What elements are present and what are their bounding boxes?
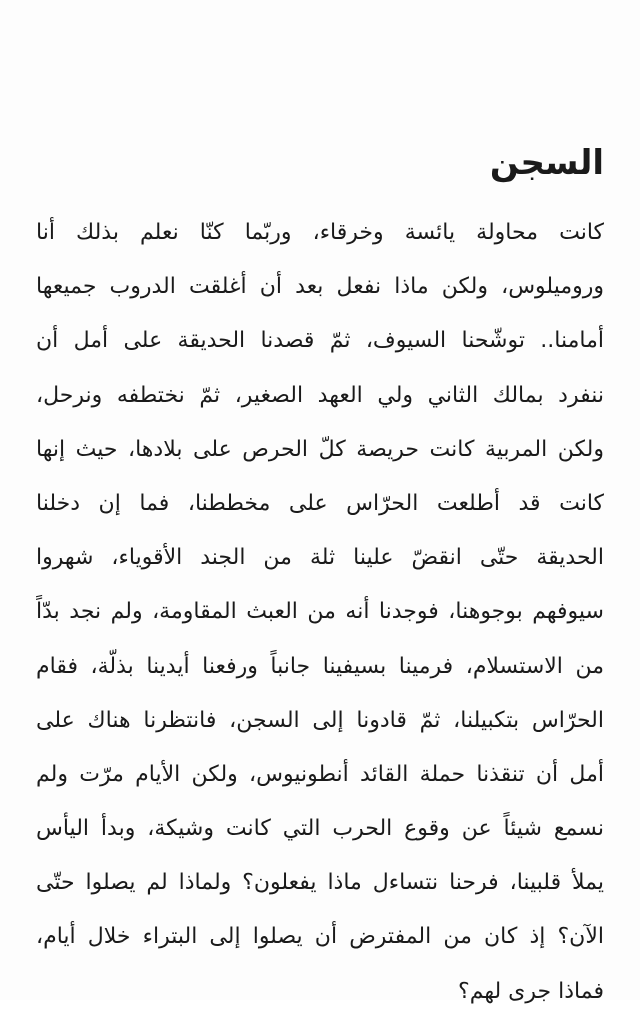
text-line: كانت قد أطلعت الحرّاس على مخططنا، فما إن دخلنا (36, 490, 604, 516)
text-line: ننفرد بمالك الثاني ولي العهد الصغير، ثمّ نختطفه ونرحل، (36, 382, 604, 408)
text-line: يملأ قلبينا، فرحنا نتساءل ماذا يفعلون؟ ولماذا لم يصلوا حتّى (36, 870, 604, 896)
body-text (36, 206, 604, 1019)
text-line: أمل أن تنقذنا حملة القائد أنطونيوس، ولكن الأيام مرّت ولم (36, 761, 604, 787)
chapter-title: السجن (489, 143, 604, 183)
text-line: الآن؟ إذ كان من المفترض أن يصلوا إلى البتراء خلال أيام، (36, 924, 604, 950)
text-line: سيوفهم بوجوهنا، فوجدنا أنه من العبث المقاومة، ولم نجد بدّاً (36, 599, 604, 625)
text-line: الحرّاس بتكبيلنا، ثمّ قادونا إلى السجن، فانتظرنا هناك على (36, 707, 604, 733)
text-line: أمامنا.. توشّحنا السيوف، ثمّ قصدنا الحديقة على أمل أن (36, 328, 604, 354)
text-line: نسمع شيئاً عن وقوع الحرب التي كانت وشيكة، وبدأ اليأس (36, 816, 604, 842)
text-line: فماذا جرى لهم؟ (458, 978, 604, 1004)
text-line: كانت محاولة يائسة وخرقاء، وربّما كنّا نعلم بذلك أنا (36, 220, 604, 245)
text-line: الحديقة حتّى انقضّ علينا ثلة من الجند الأقوياء، شهروا (36, 545, 604, 571)
text-line: وروميلوس، ولكن ماذا نفعل بعد أن أغلقت الدروب جميعها (36, 274, 604, 300)
text-line: ولكن المربية كانت حريصة كلّ الحرص على بلادها، حيث إنها (36, 436, 604, 462)
text-line: من الاستسلام، فرمينا بسيفينا جانباً ورفعنا أيدينا بذلّة، فقام (36, 653, 604, 679)
